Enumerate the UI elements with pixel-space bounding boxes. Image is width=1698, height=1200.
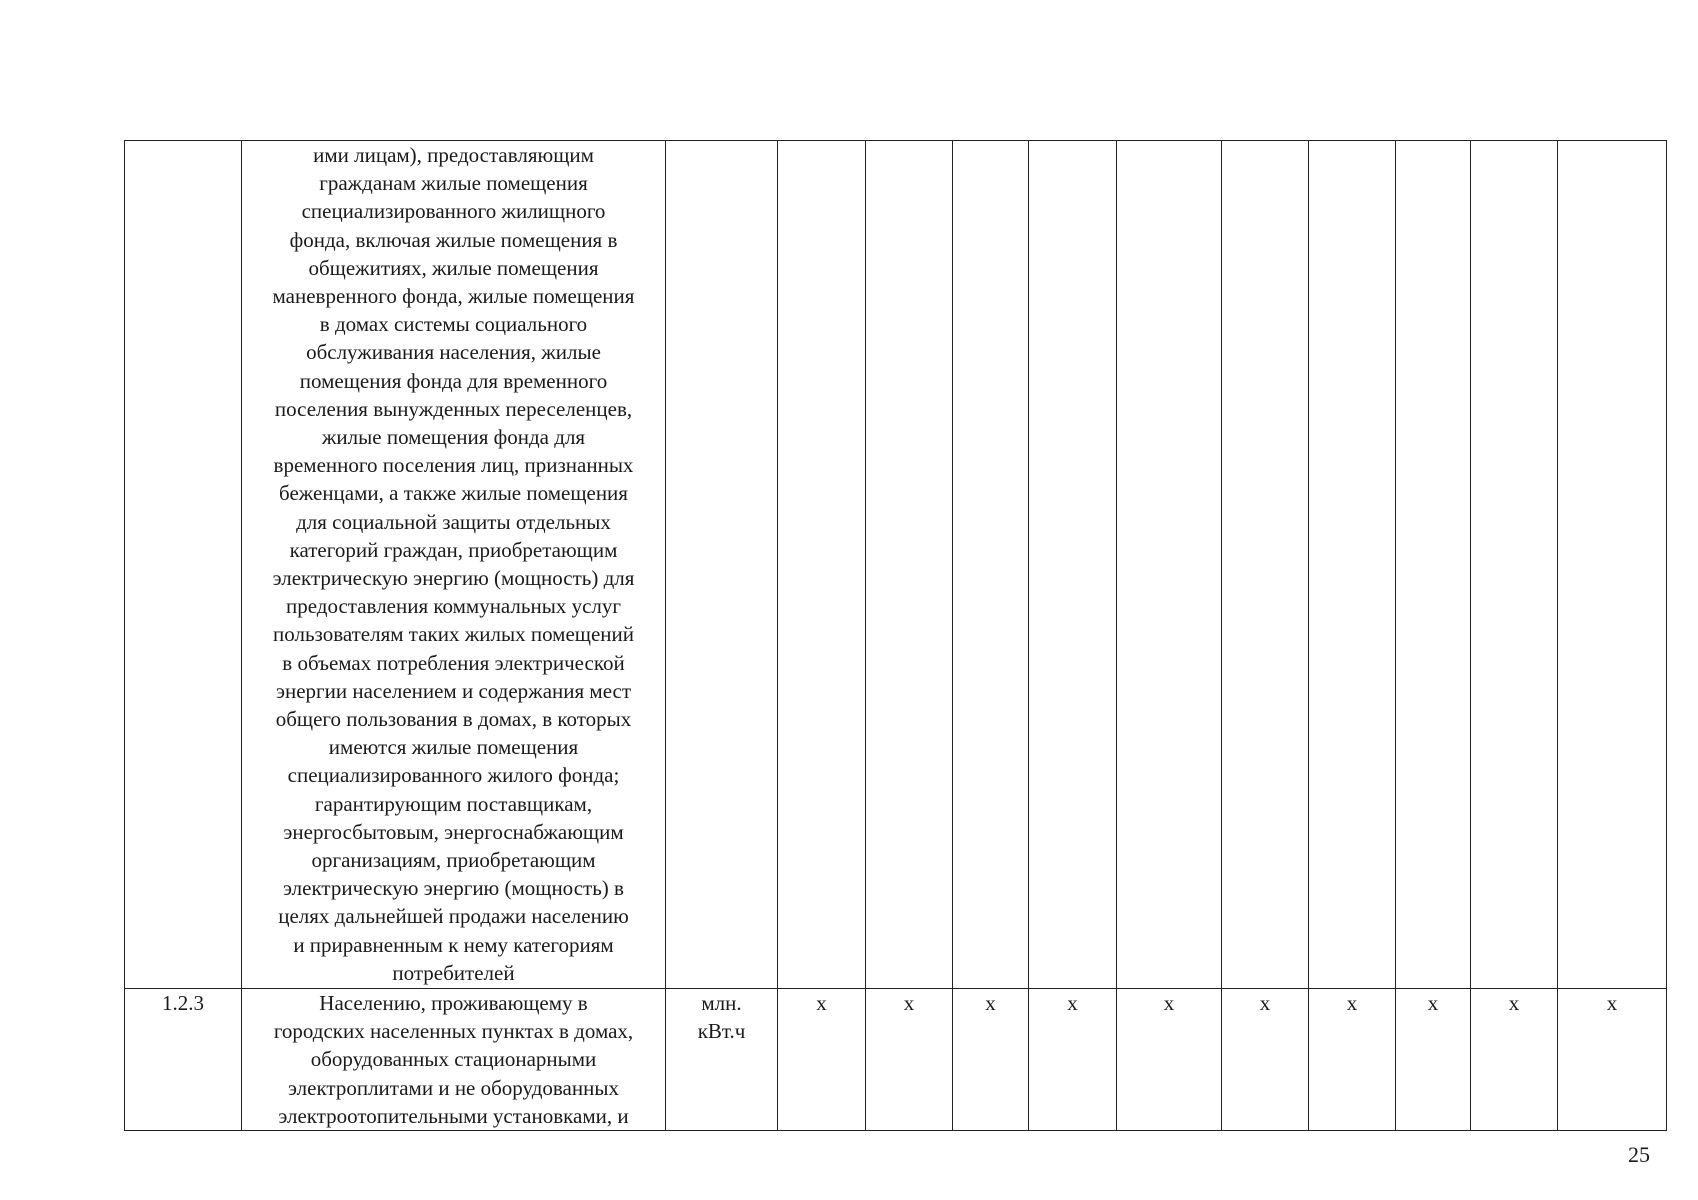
description-line: Населению, проживающему в xyxy=(319,991,588,1015)
description-line: фонда, включая жилые помещения в xyxy=(289,227,618,252)
value-cell: х xyxy=(778,989,866,1131)
value-cell: х xyxy=(866,989,953,1131)
description-line: для социальной защиты отдельных xyxy=(296,509,611,534)
description-line: энергии населением и содержания мест xyxy=(275,678,632,703)
description-line: оборудованных стационарными xyxy=(310,1047,597,1072)
value-cell: х xyxy=(1558,989,1667,1131)
value-cell xyxy=(1558,141,1667,989)
value-cell xyxy=(1396,141,1471,989)
value-cell xyxy=(1222,141,1309,989)
description-line: предоставления коммунальных услуг xyxy=(285,594,621,619)
value-cell: х xyxy=(1396,989,1471,1131)
description-line: категорий граждан, приобретающим xyxy=(289,537,618,562)
description-cell xyxy=(242,141,666,989)
value-cell: х xyxy=(1029,989,1117,1131)
description-line: ими лицам), предоставляющим xyxy=(313,143,594,167)
table-row xyxy=(125,141,1667,989)
description-line: в объемах потребления электрической xyxy=(282,650,625,675)
description-line: имеются жилые помещения xyxy=(328,735,579,760)
description-line: электроплитами и не оборудованных xyxy=(288,1075,619,1100)
description-line: и приравненным к нему категориям xyxy=(293,932,614,957)
value-cell xyxy=(1117,141,1222,989)
description-line: электрическую энергию (мощность) для xyxy=(272,566,635,591)
description-line: помещения фонда для временного xyxy=(299,368,608,393)
page-number: 25 xyxy=(1628,1142,1650,1167)
value-cell: х xyxy=(953,989,1029,1131)
value-cell xyxy=(1471,141,1558,989)
description-line: обслуживания населения, жилые xyxy=(306,340,601,365)
description-line: потребителей xyxy=(392,960,515,985)
description-line: гарантирующим поставщикам, xyxy=(314,791,593,816)
value-cell xyxy=(778,141,866,989)
description-line: поселения вынужденных переселенцев, xyxy=(274,396,633,421)
value-cell xyxy=(1309,141,1396,989)
description-line: общежитиях, жилые помещения xyxy=(308,255,599,280)
unit-cell xyxy=(666,989,778,1131)
row-number-cell xyxy=(125,141,242,989)
description-line: в домах системы социального xyxy=(319,312,588,337)
description-line: беженцами, а также жилые помещения xyxy=(279,481,628,506)
description-line: гражданам жилые помещения xyxy=(319,171,588,196)
value-cell: х xyxy=(1471,989,1558,1131)
description-line: энергосбытовым, энергоснабжающим xyxy=(283,819,624,844)
description-line: маневренного фонда, жилые помещения xyxy=(272,284,635,309)
description-line: пользователям таких жилых помещений xyxy=(273,622,634,647)
description-line: целях дальнейшей продажи населению xyxy=(278,904,629,929)
description-line: временного поселения лиц, признанных xyxy=(273,453,634,478)
row-number-cell: 1.2.3 xyxy=(125,989,242,1131)
value-cell xyxy=(1029,141,1117,989)
description-line: электрическую энергию (мощность) в xyxy=(283,876,624,901)
table-body xyxy=(125,141,1667,1131)
description-line: жилые помещения фонда для xyxy=(321,425,586,450)
unit-cell xyxy=(666,141,778,989)
description-line: организациям, приобретающим xyxy=(311,848,596,873)
value-cell: х xyxy=(1222,989,1309,1131)
description-line: специализированного жилищного xyxy=(301,199,606,224)
value-cell: х xyxy=(1117,989,1222,1131)
table-row xyxy=(125,989,1667,1131)
value-cell: х xyxy=(1309,989,1396,1131)
tariff-table xyxy=(124,140,1667,1131)
description-line: общего пользования в домах, в которых xyxy=(275,707,632,732)
unit-line: млн. xyxy=(701,991,742,1015)
unit-line: кВт.ч xyxy=(697,1019,746,1044)
description-line: электроотопительными установками, и xyxy=(278,1103,629,1128)
value-cell xyxy=(953,141,1029,989)
description-cell xyxy=(242,989,666,1131)
description-line: городских населенных пунктах в домах, xyxy=(273,1019,634,1044)
description-line: специализированного жилого фонда; xyxy=(287,763,620,788)
value-cell xyxy=(866,141,953,989)
